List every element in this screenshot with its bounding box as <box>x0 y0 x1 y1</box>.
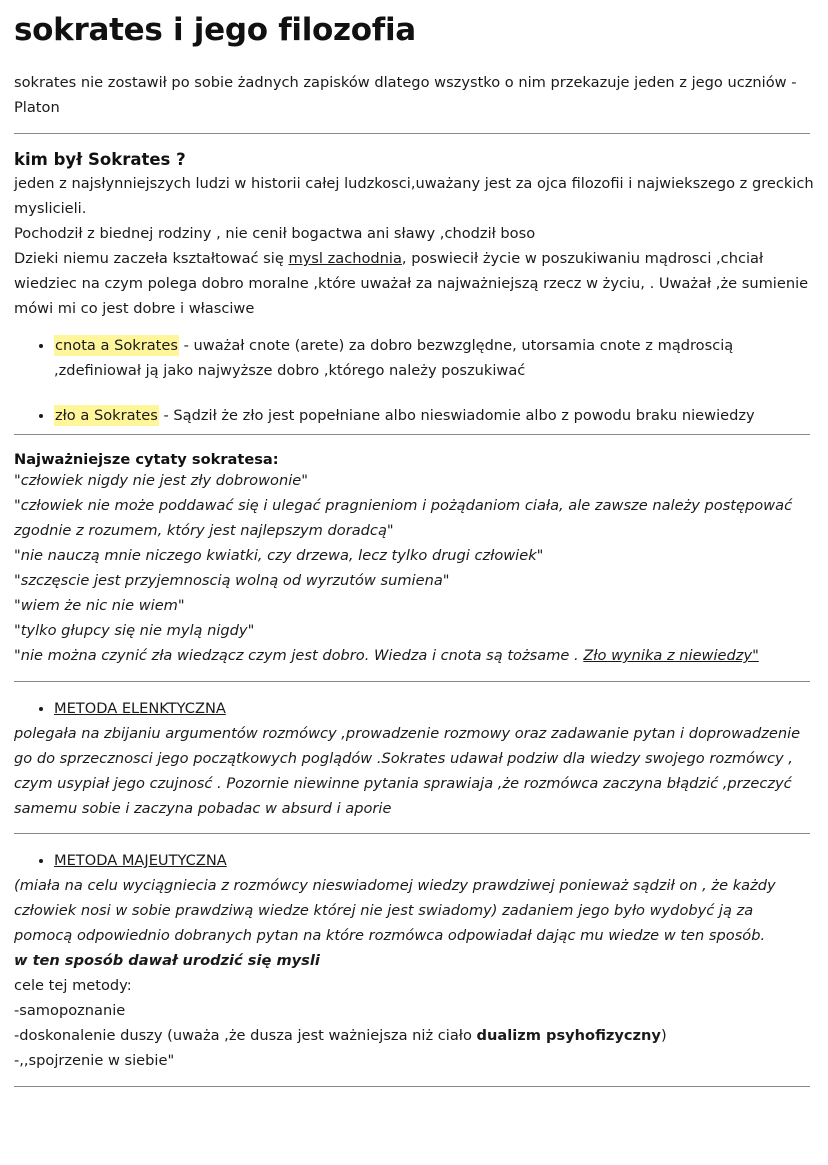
quote-last-start: "nie można czynić zła wiedzącz czym jest dobro. Wiedza i cnota są tożsame . <box>14 647 584 664</box>
quote-line: "szczęscie jest przyjemnoscią wolną od wyrzutów sumiena" <box>14 572 450 589</box>
divider <box>14 133 810 134</box>
goal-2-start: -doskonalenie duszy (uważa ,że dusza jest ważniejsza niż ciało <box>14 1027 477 1044</box>
evil-term-highlight: zło a Sokrates <box>55 407 158 424</box>
page-title: sokrates i jego filozofia <box>14 12 416 48</box>
divider <box>14 681 810 682</box>
who-line-2: Pochodził z biednej rodziny , nie cenił bogactwa ani sławy ,chodził boso <box>14 225 536 242</box>
concepts-list <box>14 333 814 428</box>
intro-paragraph: sokrates nie zostawił po sobie żadnych zapisków dlatego wszystko o nim przekazuje jeden z jego uczniów - Platon <box>14 74 797 116</box>
divider <box>14 833 810 834</box>
who-heading: kim był Sokrates ? <box>14 150 186 169</box>
quote-line: "wiem że nic nie wiem" <box>14 597 185 614</box>
goal-2-end: ) <box>660 1027 667 1044</box>
maieutic-method-heading[interactable]: METODA MAJEUTYCZNA <box>54 852 227 869</box>
maieutic-list <box>14 848 814 873</box>
who-line-3-start: Dzieki niemu zaczeła kształtować się <box>14 250 289 267</box>
goal-item: -,,spojrzenie w siebie" <box>14 1052 175 1069</box>
list-item <box>54 696 814 721</box>
elenctic-description: polegała na zbijaniu argumentów rozmówcy ,prowadzenie rozmowy oraz zadawanie pytan i doprowadzenie go do sprzecznosci jego początkowych poglądów .Sokrates udawał podziw dla wiedzy swojego rozmówcy , czym usypiał jego czujnosć . Pozornie niewinne pytania sprawiaja ,że rozmówca zaczyna błądzić ,przeczyć samemu sobie i zaczyna pobadac w absurd i aporie <box>14 725 801 817</box>
elenctic-section <box>14 696 814 821</box>
list-item <box>54 403 814 428</box>
goal-item <box>14 1023 814 1048</box>
quotes-heading: Najważniejsze cytaty sokratesa: <box>14 451 279 468</box>
evil-text: - Sądził że zło jest popełniane albo nieswiadomie albo z powodu braku niewiedzy <box>158 407 755 424</box>
quotes-section <box>14 451 814 668</box>
goals-label: cele tej metody: <box>14 977 132 994</box>
who-line-1: jeden z najsłynniejszych ludzi w historii całej ludzkosci,uważany jest za ojca filozofii i najwiekszego z greckich myslicieli. <box>14 175 814 217</box>
virtue-text: - uważał cnote (arete) za dobro bezwzględne, utorsamia cnote z mądroscią ,zdefiniował ją jako najwyższe dobro ,którego należy poszukiwać <box>54 337 734 379</box>
list-item <box>54 848 814 873</box>
divider <box>14 1086 810 1087</box>
maieutic-bold-line: w ten sposób dawał urodzić się mysli <box>14 952 320 969</box>
quote-line-last <box>14 643 814 668</box>
elenctic-list <box>14 696 814 721</box>
quote-line: "człowiek nie może poddawać się i ulegać pragnieniom i pożądaniom ciała, ale zawsze należy postępować zgodnie z rozumem, który jest najlepszym doradcą" <box>14 497 793 539</box>
western-thought-link[interactable]: mysl zachodnia <box>288 250 402 267</box>
who-line-3 <box>14 246 814 321</box>
list-item <box>54 333 814 383</box>
who-section <box>14 150 814 428</box>
dualism-bold: dualizm psyhofizyczny <box>476 1027 661 1044</box>
virtue-term-highlight: cnota a Sokrates <box>55 337 178 354</box>
maieutic-description: (miała na celu wyciągniecia z rozmówcy nieswiadomej wiedzy prawdziwej ponieważ sądził on , że każdy człowiek nosi w sobie prawdziwą wiedze której nie jest swiadomy) zadaniem jego było wydobyć ją za pomocą odpowiednio dobranych pytan na które rozmówca odpowiadał dając mu wiedze w ten sposób. <box>14 877 776 944</box>
quote-line: "nie nauczą mnie niczego kwiatki, czy drzewa, lecz tylko drugi człowiek" <box>14 547 544 564</box>
evil-from-ignorance-link[interactable]: Zło wynika z niewiedzy" <box>583 647 759 664</box>
quote-line: "tylko głupcy się nie mylą nigdy" <box>14 622 255 639</box>
divider <box>14 434 810 435</box>
who-line-3-end: , poswiecił życie w poszukiwaniu mądrosci ,chciał wiedziec na czym polega dobro moralne ,które uważał za najważniejszą rzecz w życiu, . Uważał ,że sumienie mówi mi co jest dobre i własciwe <box>14 250 809 317</box>
maieutic-section <box>14 848 814 1073</box>
elenctic-method-heading[interactable]: METODA ELENKTYCZNA <box>54 700 226 717</box>
goal-item: -samopoznanie <box>14 1002 126 1019</box>
quote-line: "człowiek nigdy nie jest zły dobrowonie" <box>14 472 308 489</box>
